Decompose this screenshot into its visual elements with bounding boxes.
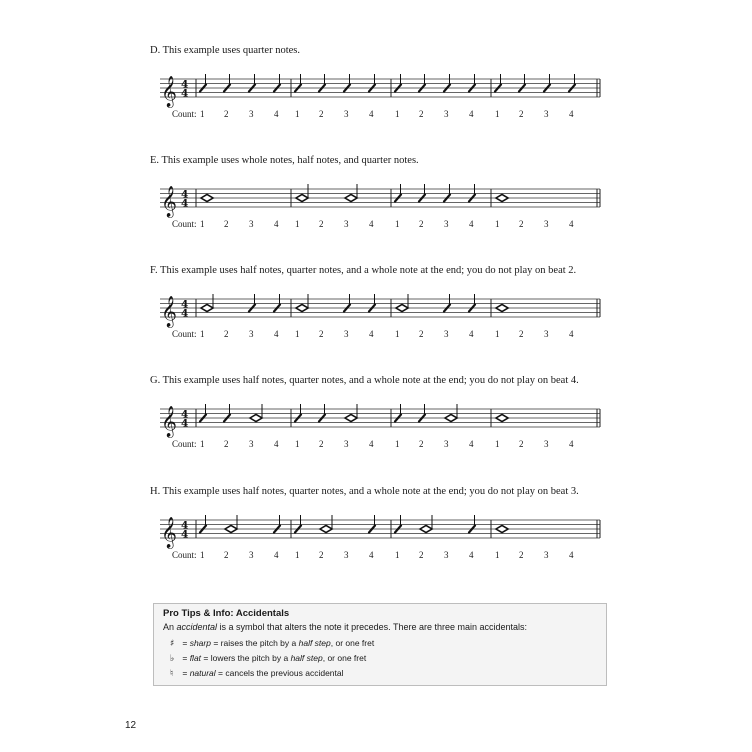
beat-number: 4 [369, 439, 374, 449]
beat-number: 1 [295, 550, 300, 560]
half-note-head [345, 414, 357, 421]
beat-number: 4 [274, 550, 279, 560]
tip-post: , or one fret [330, 638, 375, 648]
beat-number: 3 [444, 439, 449, 449]
beat-number: 1 [200, 329, 205, 339]
example-f [0, 265, 752, 365]
beat-number: 3 [544, 109, 549, 119]
beat-number: 4 [569, 329, 574, 339]
beat-number: 3 [444, 550, 449, 560]
tip-text: = cancels the previous accidental [215, 668, 344, 678]
beat-number: 3 [544, 550, 549, 560]
sharp-icon: ♯ [170, 639, 175, 649]
beat-number: 1 [200, 550, 205, 560]
beat-number: 2 [519, 219, 524, 229]
beat-number: 2 [519, 550, 524, 560]
beat-number: 1 [295, 329, 300, 339]
beat-number: 2 [319, 439, 324, 449]
treble-clef-icon: 𝄞 [161, 406, 177, 437]
beat-number: 4 [369, 219, 374, 229]
beat-number: 2 [419, 439, 424, 449]
beat-number: 3 [444, 329, 449, 339]
beat-number: 3 [344, 550, 349, 560]
beat-number: 3 [344, 219, 349, 229]
time-signature-bottom: 4 [181, 87, 189, 100]
beat-number: 2 [224, 219, 229, 229]
half-note-head [296, 194, 308, 201]
count-label: Count: [172, 109, 197, 119]
time-signature-top: 4 [181, 519, 189, 532]
example-g [0, 375, 752, 475]
beat-number: 3 [544, 219, 549, 229]
beat-number: 4 [274, 329, 279, 339]
time-signature-bottom: 4 [181, 528, 189, 541]
music-staff [0, 45, 752, 135]
treble-clef-icon: 𝄞 [161, 186, 177, 217]
tip-text: = raises the pitch by a [210, 638, 299, 648]
half-note-head [225, 525, 237, 532]
beat-number: 1 [495, 550, 500, 560]
beat-number: 3 [249, 329, 254, 339]
beat-number: 2 [319, 550, 324, 560]
count-label: Count: [172, 329, 197, 339]
whole-note-head [496, 194, 508, 201]
beat-number: 4 [369, 109, 374, 119]
beat-number: 4 [569, 219, 574, 229]
beat-number: 4 [569, 109, 574, 119]
beat-number: 1 [495, 219, 500, 229]
beat-number: 2 [519, 329, 524, 339]
beat-number: 2 [319, 329, 324, 339]
music-staff [0, 155, 752, 245]
beat-number: 1 [395, 439, 400, 449]
example-heading: D. This example uses quarter notes. [150, 45, 300, 56]
example-heading: E. This example uses whole notes, half notes, and quarter notes. [150, 155, 419, 166]
beat-number: 4 [569, 550, 574, 560]
tips-intro-term: accidental [176, 622, 218, 632]
half-note-head [445, 414, 457, 421]
beat-number: 3 [544, 439, 549, 449]
treble-clef-icon: 𝄞 [161, 517, 177, 548]
half-note-head [320, 525, 332, 532]
half-note-head [250, 414, 262, 421]
beat-number: 2 [224, 550, 229, 560]
beat-number: 2 [319, 109, 324, 119]
half-note-head [420, 525, 432, 532]
beat-number: 1 [200, 219, 205, 229]
beat-number: 2 [419, 550, 424, 560]
tip-term2: half step [290, 653, 323, 663]
beat-number: 1 [200, 109, 205, 119]
whole-note-head [496, 525, 508, 532]
time-signature-bottom: 4 [181, 307, 189, 320]
flat-icon: ♭ [170, 654, 175, 664]
beat-number: 4 [369, 550, 374, 560]
beat-number: 3 [249, 219, 254, 229]
beat-number: 3 [444, 109, 449, 119]
beat-number: 4 [274, 109, 279, 119]
beat-number: 4 [469, 219, 474, 229]
whole-note-head [496, 414, 508, 421]
example-h [0, 486, 752, 586]
beat-number: 1 [295, 109, 300, 119]
page-number: 12 [125, 720, 137, 731]
time-signature-top: 4 [181, 408, 189, 421]
beat-number: 3 [444, 219, 449, 229]
beat-number: 1 [495, 329, 500, 339]
beat-number: 1 [295, 439, 300, 449]
beat-number: 2 [519, 439, 524, 449]
count-label: Count: [172, 439, 197, 449]
music-staff [0, 486, 752, 576]
half-note-head [396, 304, 408, 311]
beat-number: 4 [469, 550, 474, 560]
example-heading: G. This example uses half notes, quarter notes, and a whole note at the end; you do not play on beat 4. [150, 375, 579, 386]
tip-item-natural: ♮ = natural = cancels the previous accidental [170, 668, 344, 679]
tip-term: natural [189, 668, 216, 678]
beat-number: 3 [249, 550, 254, 560]
beat-number: 4 [274, 439, 279, 449]
beat-number: 3 [249, 109, 254, 119]
time-signature-top: 4 [181, 78, 189, 91]
tip-term2: half step [298, 638, 331, 648]
treble-clef-icon: 𝄞 [161, 76, 177, 107]
natural-icon: ♮ [170, 669, 174, 679]
time-signature-top: 4 [181, 298, 189, 311]
tip-item-sharp: ♯ = sharp = raises the pitch by a half step, or one fret [170, 638, 375, 649]
count-label: Count: [172, 219, 197, 229]
tip-post: , or one fret [322, 653, 367, 663]
half-note-head [201, 304, 213, 311]
pro-tips-box [153, 603, 607, 686]
example-heading: F. This example uses half notes, quarter notes, and a whole note at the end; you do not play on beat 2. [150, 265, 577, 276]
half-note-head [345, 194, 357, 201]
beat-number: 1 [395, 109, 400, 119]
beat-number: 4 [469, 329, 474, 339]
example-d [0, 45, 752, 145]
time-signature-top: 4 [181, 188, 189, 201]
count-label: Count: [172, 550, 197, 560]
tips-title: Pro Tips & Info: Accidentals [163, 608, 290, 619]
tip-text: = lowers the pitch by a [201, 653, 291, 663]
example-e [0, 155, 752, 255]
beat-number: 1 [395, 550, 400, 560]
beat-number: 1 [395, 329, 400, 339]
beat-number: 4 [274, 219, 279, 229]
beat-number: 3 [249, 439, 254, 449]
whole-note-head [201, 194, 213, 201]
tips-intro-pre: An [163, 622, 177, 632]
music-staff [0, 375, 752, 465]
beat-number: 2 [419, 219, 424, 229]
beat-number: 2 [319, 219, 324, 229]
beat-number: 1 [495, 439, 500, 449]
whole-note-head [496, 304, 508, 311]
time-signature-bottom: 4 [181, 197, 189, 210]
tips-intro-post: is a symbol that alters the note it precedes. There are three main accidentals: [217, 622, 528, 632]
tip-term: flat [189, 653, 202, 663]
example-heading: H. This example uses half notes, quarter notes, and a whole note at the end; you do not play on beat 3. [150, 486, 579, 497]
beat-number: 3 [344, 439, 349, 449]
beat-number: 3 [344, 329, 349, 339]
half-note-head [296, 304, 308, 311]
beat-number: 2 [224, 439, 229, 449]
beat-number: 4 [469, 109, 474, 119]
time-signature-bottom: 4 [181, 417, 189, 430]
beat-number: 4 [369, 329, 374, 339]
beat-number: 2 [419, 329, 424, 339]
beat-number: 2 [519, 109, 524, 119]
beat-number: 4 [569, 439, 574, 449]
treble-clef-icon: 𝄞 [161, 296, 177, 327]
beat-number: 3 [344, 109, 349, 119]
beat-number: 1 [395, 219, 400, 229]
beat-number: 2 [419, 109, 424, 119]
tip-item-flat: ♭ = flat = lowers the pitch by a half step, or one fret [170, 653, 367, 664]
beat-number: 3 [544, 329, 549, 339]
beat-number: 4 [469, 439, 474, 449]
beat-number: 2 [224, 109, 229, 119]
beat-number: 2 [224, 329, 229, 339]
beat-number: 1 [495, 109, 500, 119]
beat-number: 1 [295, 219, 300, 229]
music-staff [0, 265, 752, 355]
tips-intro [163, 622, 527, 632]
beat-number: 1 [200, 439, 205, 449]
tip-term: sharp [189, 638, 211, 648]
